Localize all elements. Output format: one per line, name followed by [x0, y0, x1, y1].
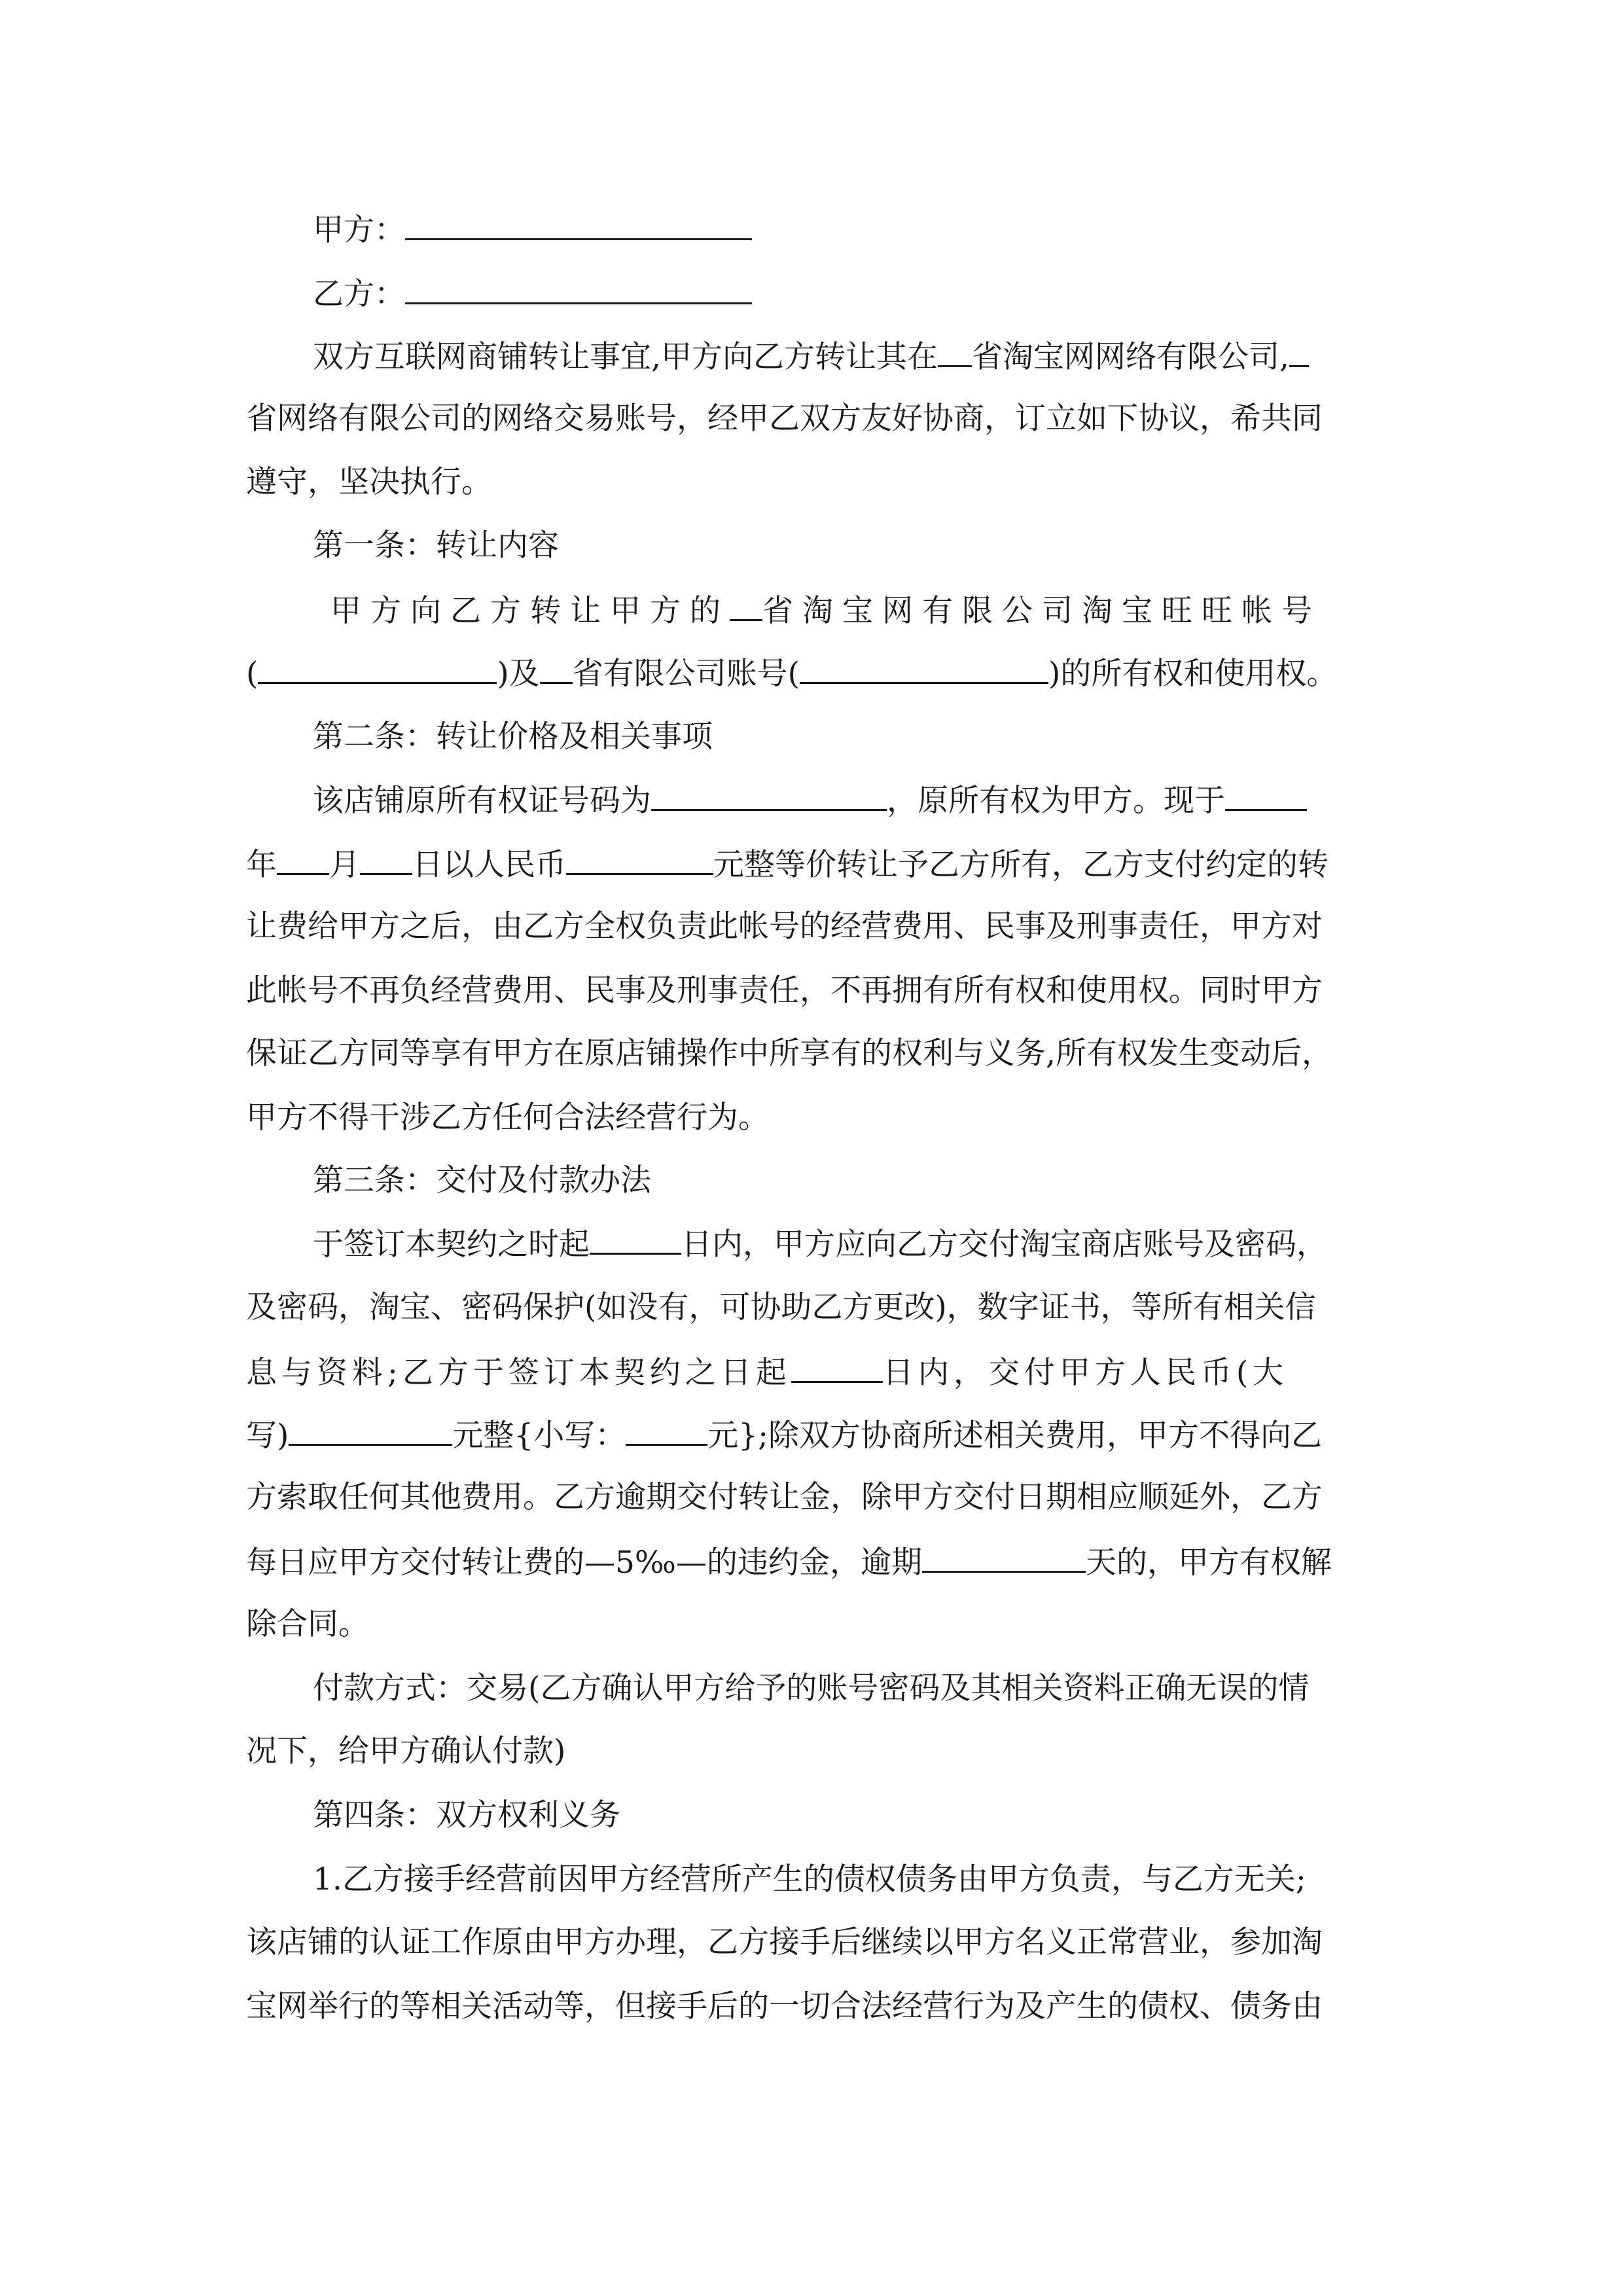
fill-blank [289, 1415, 452, 1446]
article-2-heading: 第二条：转让价格及相关事项 [313, 719, 713, 755]
party-b-blank [405, 274, 752, 304]
article-2-line: 保证乙方同等享有甲方在原店铺操作中所享有的权利与义务,所有权发生变动后， [246, 1035, 1332, 1071]
party-a-blank [405, 209, 752, 240]
fill-blank [1289, 336, 1309, 367]
article-3-line: 除合同。 [246, 1606, 369, 1642]
fill-blank [791, 1352, 883, 1383]
fill-blank [1225, 780, 1307, 811]
fill-blank [277, 844, 329, 875]
fill-blank [730, 590, 762, 621]
article-3-heading: 第三条：交付及付款办法 [313, 1162, 651, 1198]
fill-blank [258, 653, 497, 684]
intro-paragraph-line: 遵守，坚决执行。 [246, 464, 492, 500]
article-2-line: 年 月 日以人民币 元整等价转让予乙方所有，乙方支付约定的转 [246, 844, 1378, 885]
article-3-line: 每日应甲方交付转让费的—5‰—的违约金，逾期 天的，甲方有权解 [246, 1542, 1378, 1583]
article-3-line: 及密码，淘宝、密码保护(如没有，可协助乙方更改)，数字证书，等所有相关信 [246, 1289, 1316, 1325]
payment-method-line: 付款方式：交易(乙方确认甲方给予的账号密码及其相关资料正确无误的情 [313, 1670, 1310, 1706]
article-3-line: 写) 元整{小写： 元};除双方协商所述相关费用，甲方不得向乙 [246, 1415, 1378, 1456]
party-b-line: 乙方： [313, 274, 1378, 314]
fill-blank [626, 1415, 707, 1446]
article-2-line: 让费给甲方之后，由乙方全权负责此帐号的经营费用、民事及刑事责任，甲方对 [246, 908, 1323, 944]
fill-blank [566, 844, 713, 875]
article-1-line: 甲方向乙方转让甲方的 省淘宝网有限公司淘宝旺旺帐号 [330, 590, 1378, 631]
article-3-line: 息与资料;乙方于签订本契约之日起 日内，交付甲方人民币(大 [246, 1352, 1378, 1393]
fill-blank [938, 336, 972, 367]
fill-blank [590, 1224, 681, 1255]
article-1-heading: 第一条：转让内容 [313, 528, 559, 564]
article-4-line: 1.乙方接手经营前因甲方经营所产生的债权债务由甲方负责，与乙方无关; [313, 1861, 1306, 1897]
article-4-line: 该店铺的认证工作原由甲方办理，乙方接手后继续以甲方名义正常营业，参加淘 [246, 1924, 1323, 1960]
article-4-line: 宝网举行的等相关活动等，但接手后的一切合法经营行为及产生的债权、债务由 [246, 1988, 1323, 2024]
fill-blank [800, 653, 1048, 684]
article-2-line: 该店铺原所有权证号码为 ，原所有权为甲方。现于 [313, 780, 1378, 821]
fill-blank [651, 780, 887, 811]
party-a-line: 甲方： [313, 209, 1378, 250]
intro-paragraph-line: 双方互联网商铺转让事宜,甲方向乙方转让其在 省淘宝网网络有限公司, [313, 336, 1378, 377]
intro-paragraph-line: 省网络有限公司的网络交易账号，经甲乙双方友好协商，订立如下协议，希共同 [246, 401, 1323, 437]
article-2-line: 此帐号不再负经营费用、民事及刑事责任，不再拥有所有权和使用权。同时甲方 [246, 973, 1323, 1009]
article-2-line: 甲方不得干涉乙方任何合法经营行为。 [246, 1100, 769, 1136]
article-4-heading: 第四条：双方权利义务 [313, 1797, 620, 1833]
fill-blank [540, 653, 573, 684]
fill-blank [360, 844, 412, 875]
article-3-line: 方索取任何其他费用。乙方逾期交付转让金，除甲方交付日期相应顺延外，乙方 [246, 1479, 1323, 1515]
payment-method-line: 况下，给甲方确认付款) [246, 1733, 566, 1769]
article-3-line: 于签订本契约之时起 日内，甲方应向乙方交付淘宝商店账号及密码， [313, 1224, 1378, 1265]
article-1-line: ( )及 省有限公司账号( )的所有权和使用权。 [246, 653, 1378, 694]
fill-blank [922, 1542, 1086, 1573]
